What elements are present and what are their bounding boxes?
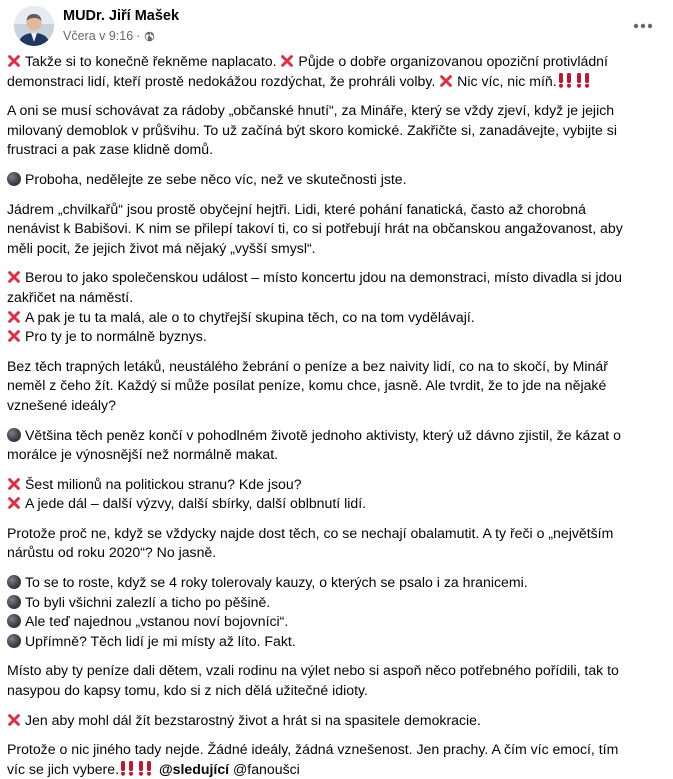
paragraph-line: A oni se musí schovávat za rádoby „občanské hnutí“, za Mináře, který se vždy zjeví, když je jejich xyxy=(7,102,615,119)
post-header xyxy=(7,0,665,52)
post-timestamp[interactable]: Včera v 9:16 xyxy=(63,29,134,43)
paragraph-line xyxy=(7,475,665,495)
paragraph-line: Jádrem „chvilkařů“ jsou prostě obyčejní hejtři. Lidi, které pohání fanatická, často až chorobná xyxy=(7,200,586,217)
paragraph-line: Místo aby ty peníze dali dětem, vzali rodinu na výlet nebo si aspoň něco potřebného pořídili, tak to xyxy=(7,662,619,679)
mention-fans[interactable]: @fanoušci xyxy=(233,760,300,777)
author-avatar[interactable] xyxy=(14,6,54,46)
cross-mark-icon xyxy=(280,54,294,68)
mention-followers[interactable]: @sledující xyxy=(158,760,230,777)
double-exclamation-icon xyxy=(137,760,155,776)
black-circle-icon xyxy=(7,172,21,186)
paragraph-line xyxy=(7,308,665,328)
paragraph-line: vznešené ideály? xyxy=(7,396,116,413)
paragraph-line: Bez těch trapných letáků, neustálého žebrání o peníze a bez naivity lidí, co na to skočí, by Minář xyxy=(7,357,608,374)
text-segment: Šest milionů na politickou stranu? Kde jsou? xyxy=(25,475,302,492)
cross-mark-icon xyxy=(7,496,21,510)
paragraph-13 xyxy=(7,740,665,779)
more-options-icon xyxy=(633,23,653,29)
globe-icon[interactable] xyxy=(144,31,155,42)
cross-mark-icon xyxy=(7,270,21,284)
paragraph-line: nárůstu od roku 2020“? No jasně. xyxy=(7,544,217,561)
paragraph-line xyxy=(7,711,665,731)
black-circle-icon xyxy=(7,575,21,589)
paragraph-line xyxy=(7,593,665,613)
black-circle-icon xyxy=(7,428,21,442)
paragraph-9 xyxy=(7,524,665,563)
paragraph-4 xyxy=(7,200,665,259)
text-segment: Půjde o dobře organizovanou opoziční protivládní xyxy=(298,53,608,69)
cross-mark-icon xyxy=(7,310,21,324)
paragraph-line: neměl z čeho žít. Každý si může posílat peníze, komu chce, jasně. Ale tvrdit, že to jde na nějaké xyxy=(7,377,607,394)
paragraph-line: morálce je výnosnější než normálně makat. xyxy=(7,446,279,463)
cross-mark-icon xyxy=(7,54,21,68)
author-name[interactable]: MUDr. Jiří Mašek xyxy=(63,8,180,24)
paragraph-5 xyxy=(7,268,665,346)
text-segment: A pak je tu ta malá, ale o to chytřejší skupina těch, co na tom vydělávají. xyxy=(25,308,475,325)
paragraph-line: nenávist k Babišovi. K nim se přilepí takoví ti, co si potřebují hrát na občanskou angažovanost, aby xyxy=(7,220,623,237)
text-segment: Většina těch peněz končí v pohodlném životě jednoho aktivisty, který už dávno zjistil, že kázat o xyxy=(25,426,621,443)
paragraph-line xyxy=(7,52,665,72)
double-exclamation-icon xyxy=(119,760,137,776)
paragraph-line: milovaný demoblok v průšvihu. To už začíná být skoro komické. Zakřičte si, zanadávejte, vybijte si xyxy=(7,121,617,138)
text-segment: To byli všichni zalezlí a ticho po pěšině. xyxy=(25,593,271,610)
black-circle-icon xyxy=(7,634,21,648)
paragraph-line xyxy=(7,72,665,92)
text-segment: Takže si to konečně řekněme naplacato. xyxy=(25,53,277,69)
paragraph-line: Protože o nic jiného tady nejde. Žádné ideály, žádná vznešenost. Jen prachy. A čím víc emocí, tím xyxy=(7,741,619,758)
text-segment: víc se jich vybere. xyxy=(7,760,120,777)
post-body xyxy=(7,52,665,779)
text-segment: demonstraci lidí, kteří prostě nedokážou rozdýchat, že prohráli volby. xyxy=(7,72,436,89)
double-exclamation-icon xyxy=(557,72,575,88)
paragraph-3 xyxy=(7,170,665,190)
paragraph-12 xyxy=(7,711,665,731)
black-circle-icon xyxy=(7,595,21,609)
text-segment: To se to roste, když se 4 roky tolerovaly kauzy, o kterých se psalo i za hranicemi. xyxy=(25,574,528,591)
paragraph-line: nasypou do kapsy tomu, kdo si z nich dělá užitečné idioty. xyxy=(7,682,368,699)
paragraph-2 xyxy=(7,101,665,160)
text-segment: A jede dál – další výzvy, další sbírky, další oblbnutí lidí. xyxy=(25,495,367,512)
cross-mark-icon xyxy=(439,74,453,88)
paragraph-line xyxy=(7,760,665,779)
paragraph-line xyxy=(7,426,665,446)
text-segment: Pro ty je to normálně byznys. xyxy=(25,328,207,345)
paragraph-line: zakřičet na náměstí. xyxy=(7,288,134,305)
paragraph-1 xyxy=(7,52,665,91)
paragraph-11 xyxy=(7,661,665,700)
paragraph-line xyxy=(7,494,665,514)
paragraph-line: měli pocit, že jejich život má nějaký „vyšší smysl“. xyxy=(7,239,316,256)
cross-mark-icon xyxy=(7,713,21,727)
paragraph-line xyxy=(7,632,665,652)
text-segment: Nic víc, nic míň. xyxy=(457,72,557,89)
paragraph-10 xyxy=(7,573,665,651)
paragraph-line: Protože proč ne, když se vždycky najde dost těch, co se nechají obalamutit. A ty řeči o „největším xyxy=(7,524,614,541)
paragraph-line xyxy=(7,170,665,190)
paragraph-line xyxy=(7,268,665,288)
paragraph-line: frustraci a pak zase klidně domů. xyxy=(7,141,214,158)
paragraph-8 xyxy=(7,475,665,514)
post-meta xyxy=(63,29,155,43)
cross-mark-icon xyxy=(7,329,21,343)
paragraph-line xyxy=(7,612,665,632)
avatar-photo-icon xyxy=(14,6,54,46)
cross-mark-icon xyxy=(7,477,21,491)
paragraph-line xyxy=(7,573,665,593)
paragraph-7 xyxy=(7,426,665,465)
meta-separator: · xyxy=(136,29,141,43)
text-segment: Berou to jako společenskou událost – místo koncertu jdou na demonstraci, místo divadla si jdou xyxy=(25,269,622,286)
text-segment: Jen aby mohl dál žít bezstarostný život a hrát si na spasitele demokracie. xyxy=(25,711,481,728)
more-options-button[interactable] xyxy=(629,12,657,40)
text-segment: Ale teď najednou „vstanou noví bojovníci“. xyxy=(25,613,289,630)
paragraph-6 xyxy=(7,357,665,416)
text-segment: Upřímně? Těch lidí je mi místy až líto. Fakt. xyxy=(25,632,296,649)
double-exclamation-icon xyxy=(575,72,593,88)
text-segment: Proboha, nedělejte ze sebe něco víc, než ve skutečnosti jste. xyxy=(25,170,407,187)
paragraph-line xyxy=(7,327,665,347)
black-circle-icon xyxy=(7,614,21,628)
